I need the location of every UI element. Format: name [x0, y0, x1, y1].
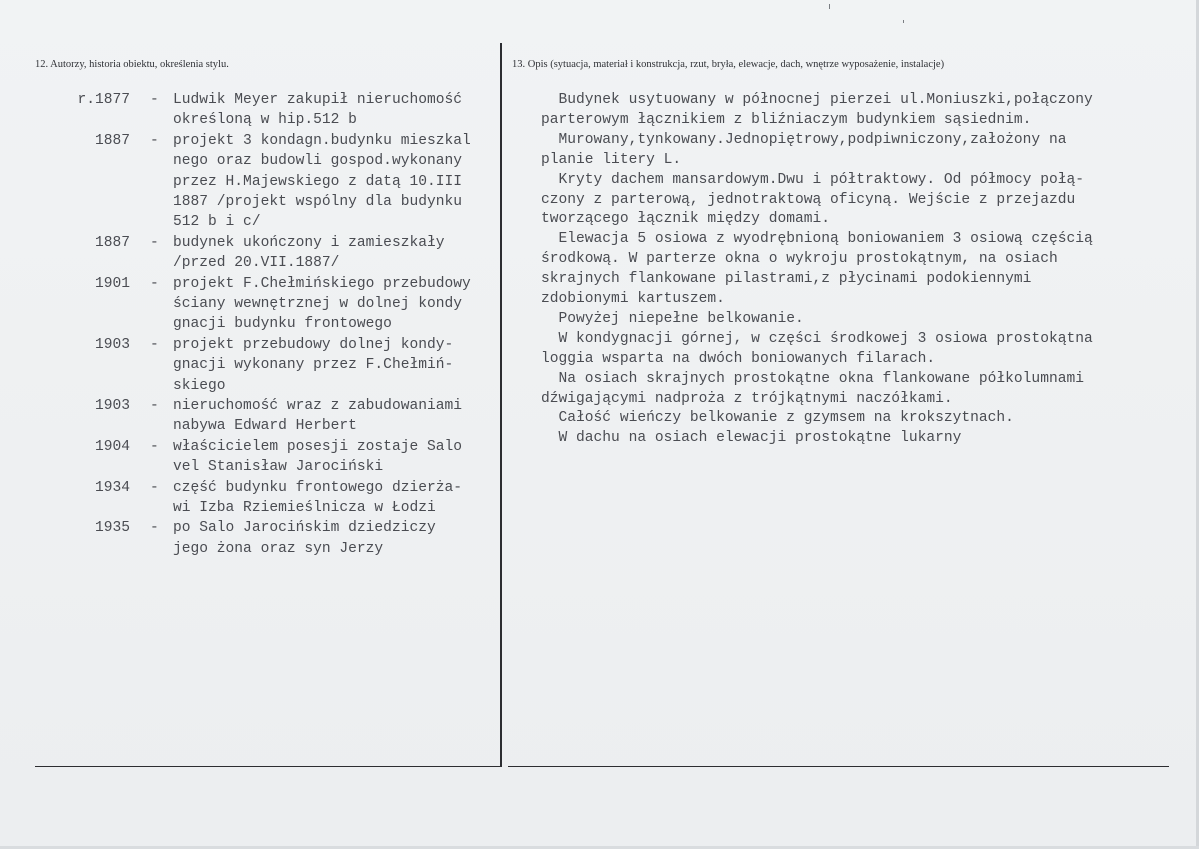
history-dash: -	[150, 520, 159, 537]
history-text-line: jego żona oraz syn Jerzy	[173, 540, 384, 557]
history-year: 1903	[94, 336, 130, 353]
description-line: tworzącego łącznik między domami.	[541, 211, 831, 228]
history-text-line: nego oraz budowli gospod.wykonany	[173, 153, 463, 170]
history-year: 1904	[94, 438, 130, 455]
history-text-line: gnacji budynku frontowego	[173, 316, 392, 333]
bottom-rule-left	[35, 766, 501, 767]
history-text-line: wi Izba Rziemieślnicza w Łodzi	[173, 499, 436, 516]
history-text-line: przez H.Majewskiego z datą 10.III	[173, 173, 463, 190]
description-line: W kondygnacji górnej, w części środkowej 3 osiowa prostokątna	[541, 330, 1093, 347]
history-text-line: projekt F.Chełmińskiego przebudowy	[173, 275, 471, 292]
description-line: loggia wsparta na dwóch boniowanych filarach.	[541, 350, 936, 367]
history-text-line: ściany wewnętrznej w dolnej kondy	[173, 295, 463, 312]
history-text-line: /przed 20.VII.1887/	[173, 255, 340, 272]
top-tick-mark	[829, 4, 830, 9]
description-line: Na osiach skrajnych prostokątne okna flankowane półkolumnami	[541, 370, 1084, 387]
description-line: Powyżej niepełne belkowanie.	[541, 310, 804, 327]
description-line: czony z parterową, jednotraktową oficyną. Wejście z przejazdu	[541, 191, 1076, 208]
history-text-line: budynek ukończony i zamieszkały	[173, 234, 445, 251]
description-line: środkową. W parterze okna o wykroju prostokątnym, na osiach	[541, 251, 1058, 268]
description-line: zdobionymi kartuszem.	[541, 291, 725, 307]
history-year: 1901	[94, 275, 130, 292]
history-dash: -	[150, 336, 159, 353]
description-line: dźwigającymi nadproża z trójkątnymi naczółkami.	[541, 390, 953, 407]
history-dash: -	[150, 275, 159, 292]
history-text-line: określoną w hip.512 b	[173, 112, 357, 129]
history-year: r.1877	[77, 92, 130, 108]
history-text-line: część budynku frontowego dzierża-	[173, 479, 463, 496]
history-text-line: 1887 /projekt wspólny dla budynku	[173, 193, 463, 210]
description-line: Elewacja 5 osiowa z wyodrębnioną boniowaniem 3 osiową częścią	[541, 231, 1093, 248]
description-line: skrajnych flankowane pilastrami,z płycinami podokiennymi	[541, 271, 1032, 288]
history-text-line: skiego	[173, 377, 226, 394]
history-dash: -	[150, 92, 159, 108]
history-dash: -	[150, 479, 159, 496]
description-line: Kryty dachem mansardowym.Dwu i półtraktowy. Od półmocy połą-	[541, 171, 1084, 188]
history-text-line: projekt przebudowy dolnej kondy-	[173, 336, 454, 353]
bottom-rule-right	[508, 766, 1169, 767]
history-year: 1934	[94, 479, 130, 496]
column-divider	[500, 43, 502, 767]
history-text-line: po Salo Jarocińskim dziedziczy	[173, 520, 436, 537]
description-line: Murowany,tynkowany.Jednopiętrowy,podpiwniczony,założony na	[541, 131, 1067, 148]
history-dash: -	[150, 438, 159, 455]
history-year: 1887	[94, 234, 130, 251]
history-dash: -	[150, 398, 159, 414]
description-line: parterowym łącznikiem z bliźniaczym budynkiem sąsiednim.	[541, 111, 1032, 128]
history-year: 1903	[94, 398, 130, 414]
description-line: planie litery L.	[541, 151, 682, 168]
small-tick-mark	[903, 20, 904, 23]
history-year: 1935	[94, 520, 130, 537]
history-text-line: właścicielem posesji zostaje Salo	[173, 438, 463, 455]
description-line: Całość wieńczy belkowanie z gzymsem na krokszytnach.	[541, 410, 1014, 427]
section-12-header: 12. Autorzy, historia obiektu, określenia stylu.	[35, 59, 229, 70]
history-text-line: gnacji wykonany przez F.Chełmiń-	[173, 357, 454, 374]
history-dash: -	[150, 234, 159, 251]
history-text-line: vel Stanisław Jarociński	[173, 459, 384, 476]
history-text-line: Ludwik Meyer zakupił nieruchomość	[173, 92, 463, 108]
history-text-line: 512 b i c/	[173, 214, 261, 231]
history-dash: -	[150, 132, 159, 149]
history-year: 1887	[94, 132, 130, 149]
description-line: W dachu na osiach elewacji prostokątne lukarny	[541, 430, 962, 447]
history-text-line: nabywa Edward Herbert	[173, 418, 357, 435]
history-text-line: projekt 3 kondagn.budynku mieszkal	[173, 132, 471, 149]
history-text-line: nieruchomość wraz z zabudowaniami	[173, 398, 463, 414]
description-line: Budynek usytuowany w północnej pierzei ul.Moniuszki,połączony	[541, 92, 1093, 108]
section-13-header: 13. Opis (sytuacja, materiał i konstrukcja, rzut, bryła, elewacje, dach, wnętrze wyposażenie, instalacje)	[512, 59, 945, 70]
